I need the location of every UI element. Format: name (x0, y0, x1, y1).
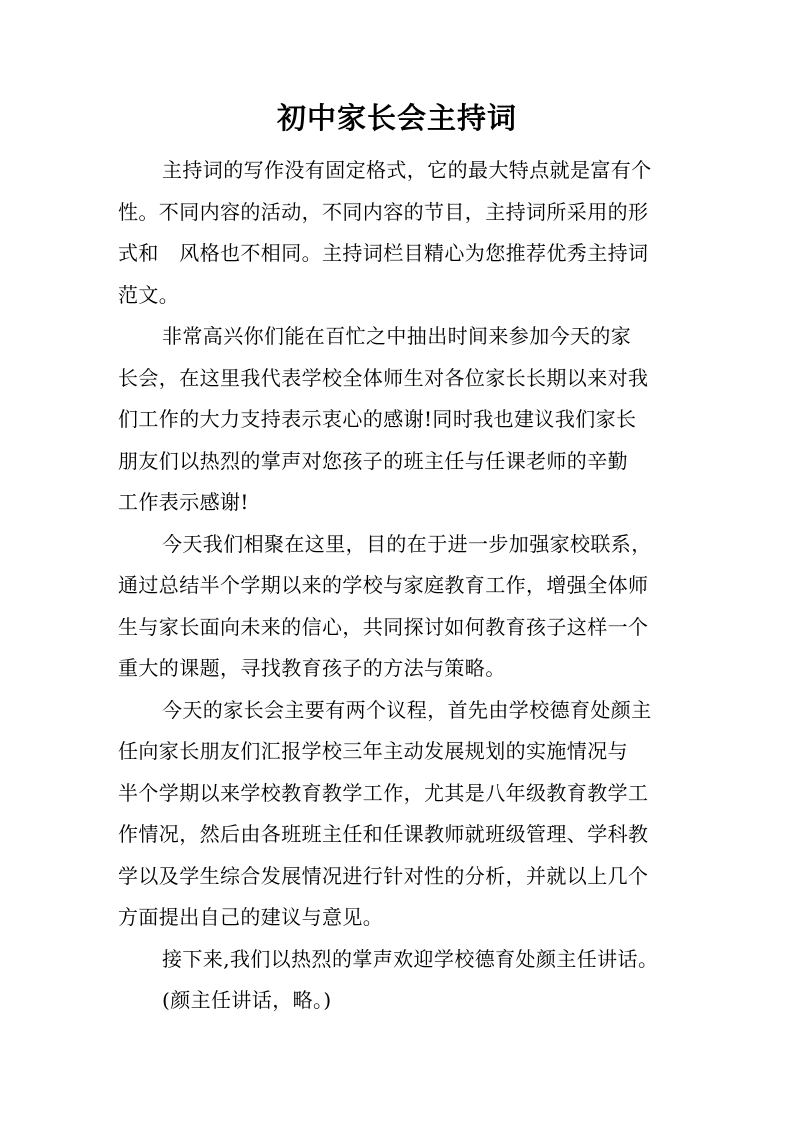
paragraph-2-line-1: 非常高兴你们能在百忙之中抽出时间来参加今天的家 (162, 324, 632, 348)
paragraph-2-line-4: 朋友们以热烈的掌声对您孩子的班主任与任课老师的辛勤 (118, 448, 628, 473)
document-body (118, 150, 688, 1022)
paragraph-4-line-2: 任向家长朋友们汇报学校三年主动发展规划的实施情况与 (118, 739, 628, 763)
paragraph-3-line-1: 今天我们相聚在这里，目的在于进一步加强家校联系， (162, 531, 652, 556)
paragraph-1-line-4: 范文。 (118, 282, 180, 307)
paragraph-2-line-3: 们工作的大力支持表示衷心的感谢!同时我也建议我们家长 (118, 407, 637, 431)
paragraph-2-line-2: 长会，在这里我代表学校全体师生对各位家长长期以来对我 (118, 365, 649, 390)
paragraph-4-line-5: 学以及学生综合发展情况进行针对性的分析，并就以上几个 (118, 863, 649, 888)
paragraph-1-line-1: 主持词的写作没有固定格式，它的最大特点就是富有个 (162, 158, 652, 182)
document-title: 初中家长会主持词 (276, 101, 517, 135)
paragraph-6-line-1: (颜主任讲话，略。) (162, 988, 332, 1012)
paragraph-4-line-4: 作情况，然后由各班班主任和任课教师就班级管理、学科教 (118, 822, 649, 846)
paragraph-3-line-2: 通过总结半个学期以来的学校与家庭教育工作，增强全体师 (118, 573, 649, 597)
paragraph-5-line-1: 接下来,我们以热烈的掌声欢迎学校德育处颜主任讲话。 (162, 946, 659, 971)
paragraph-4-line-3: 半个学期以来学校教育教学工作，尤其是八年级教育教学工 (118, 780, 649, 805)
paragraph-3-line-3: 生与家长面向未来的信心，共同探讨如何教育孩子这样一个 (118, 614, 649, 639)
paragraph-1-line-3: 式和 风格也不相同。主持词栏目精心为您推荐优秀主持词 (118, 241, 649, 265)
paragraph-2-line-5: 工作表示感谢! (118, 490, 249, 514)
paragraph-4-line-6: 方面提出自己的建议与意见。 (118, 905, 384, 929)
paragraph-1-line-2: 性。不同内容的活动，不同内容的节目，主持词所采用的形 (118, 199, 649, 224)
paragraph-4-line-1: 今天的家长会主要有两个议程，首先由学校德育处颜主 (162, 697, 652, 722)
paragraph-3-line-4: 重大的课题，寻找教育孩子的方法与策略。 (118, 656, 506, 680)
